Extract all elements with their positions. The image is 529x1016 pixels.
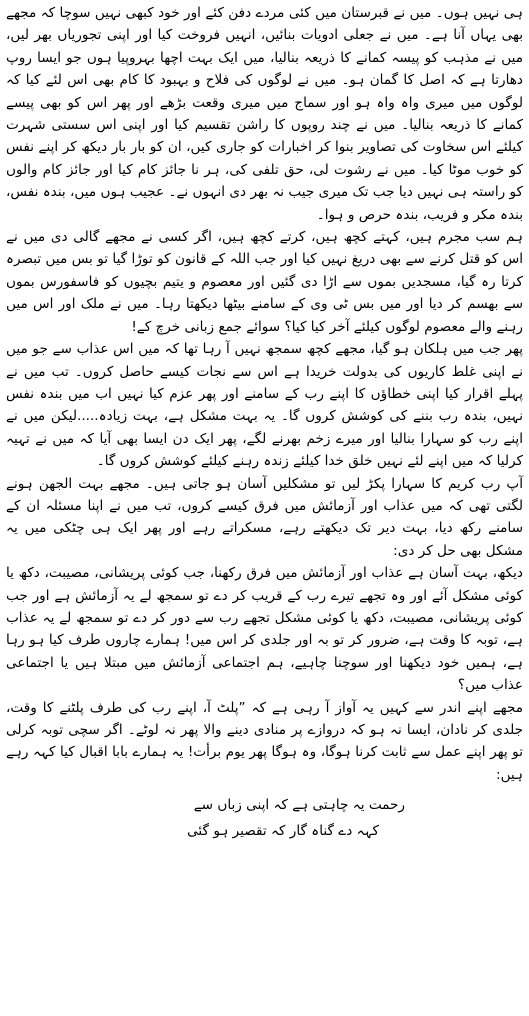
- verse-line-1: رحمت یہ چاہتی ہے کہ اپنی زباں سے: [193, 797, 405, 814]
- paragraph-confession: ہی نہیں ہوں۔ میں نے قبرستان میں کئی مردے دفن کئے اور خود کبھی نہیں سوچا کہ مجھے بھی یہاں آنا ہے۔ میں نے جعلی ادویات بنائیں، انہیں فروخت کیا اور اپنی تجوریاں بھر لیں، میں نے مذہب کو پیسہ کمانے کا ذریعہ بنالیا، میں ایک بہت اچھا بہروپیا ہوں جو ایسا روپ دھارتا ہے کہ اصل کا گمان ہو۔ میں نے لوگوں کی فلاح و بہبود کا کام بھی اس لئے کیا کہ لوگوں میں میری واہ واہ ہو اور سماج میں میری وقعت بڑھے اور پھر اس کو بھی پیسے کمانے کا ذریعہ بنالیا۔ میں نے چند روپوں کا راشن تقسیم کیا اور اپنی اس سستی شہرت کیلئے اس سخاوت کی تصاویر بنوا کر اخبارات کو جاری کیں، ان کو بار بار دیکھ کر اپنے نفس کو خوب موٹا کیا۔ میں نے رشوت لی، حق تلفی کی، ہر نا جائز کام کیا اور جائز کام والوں کو راستہ ہی نہیں دیا جب تک میری جیب نہ بھر دی انہوں نے۔ عجیب ہوں میں، بندہ نفس، بندہ مکر و فریب، بندہ حرص و ہوا۔: [6, 5, 523, 223]
- paragraph-criminals: ہم سب مجرم ہیں، کہتے کچھ ہیں، کرتے کچھ ہیں، اگر کسی نے مجھے گالی دی میں نے اس کو قتل کرنے سے بھی دریغ نہیں کیا اور جب اللہ کے قانون کو توڑا گیا تو بس میں تبصرہ کرتا رہ گیا، مسجدیں بموں سے اڑا دی گئیں اور معصوم و یتیم بچیوں کو فاسفورس بموں سے بھسم کر دیا اور میں بس ٹی وی کے سامنے بیٹھا دیکھتا رہا۔ میں نے ملک اور اس میں رہنے والے معصوم لوگوں کیلئے آخر کیا کیا؟ سوائے جمع زبانی خرچ کے!: [6, 229, 523, 335]
- iqbal-verse: [6, 792, 523, 844]
- verse-line-2: کہہ دے گناہ گار کہ تقصیر ہو گئی: [187, 823, 379, 840]
- paragraph-trial-vs-punishment: دیکھ، بہت آسان ہے عذاب اور آزمائش میں فرق رکھنا، جب کوئی پریشانی، مصیبت، دکھ یا کوئی مشکل آئے اور وہ تجھے تیرے رب کے قریب کر دے تو سمجھ لے یہ آزمائش ہے اور جب کوئی پریشانی، مصیبت، دکھ یا کوئی مشکل تجھے رب سے دور کر دے تو سمجھ لے یہ عذاب ہے، توبہ کا وقت ہے، ضرور کر تو بہ اور جلدی کر اس میں! ہمارے چاروں طرف کیا ہو رہا ہے، ہمیں خود دیکھنا اور سوچنا چاہیے، ہم اجتماعی آزمائش میں مبتلا ہیں یا اجتماعی عذاب میں؟: [6, 565, 523, 694]
- paragraph-repentance: پھر جب میں ہلکان ہو گیا، مجھے کچھ سمجھ نہیں آ رہا تھا کہ میں اس عذاب سے جو میں نے اپنی غلط کاریوں کی بدولت خریدا ہے اس سے نجات کیسے حاصل کروں۔ تب میں نے پہلے اقرار کیا اپنی خطاؤں کا اپنے رب کے سامنے اور پھر عزم کیا نہیں اب میں بندہ نفس نہیں، بندہ رب بننے کی کوشش کروں گا۔ یہ بہت مشکل ہے، بہت زیادہ.....لیکن میں نے اپنے رب کو سہارا بنالیا اور میرے زخم بھرنے لگے، پھر ایک دن ایسا بھی آیا کہ میں نے تہیہ کرلیا کہ میں اپنے لئے نہیں خلق خدا کیلئے زندہ رہنے کیلئے کوشش کروں گا۔: [6, 341, 523, 470]
- paragraph-inner-voice: مجھے اپنے اندر سے کہیں یہ آواز آ رہی ہے کہ ”پلٹ آ، اپنے رب کی طرف پلٹنے کا وقت، جلدی کر نادان، ایسا نہ ہو کہ دروازے پر منادی دینے والا پھر نہ لوٹے۔ اگر سچی توبہ کرلی تو پھر اپنے عمل سے ثابت کرنا ہوگا، وہ ہوگا پھر یوم برأت! یہ ہمارے بابا اقبال کیا کہہ رہے ہیں:: [6, 699, 523, 783]
- paragraph-support-of-lord: آپ رب کریم کا سہارا پکڑ لیں تو مشکلیں آسان ہو جاتی ہیں۔ مجھے بہت الجھن ہونے لگتی تھی کہ میں عذاب اور آزمائش میں فرق کیسے کروں، تب میں نے اپنا مسئلہ ان کے سامنے رکھ دیا، بہت دیر تک دیکھتے رہے، مسکراتے رہے اور پھر ایک ہی چٹکی میں یہ مشکل بھی حل کر دی:: [6, 475, 523, 559]
